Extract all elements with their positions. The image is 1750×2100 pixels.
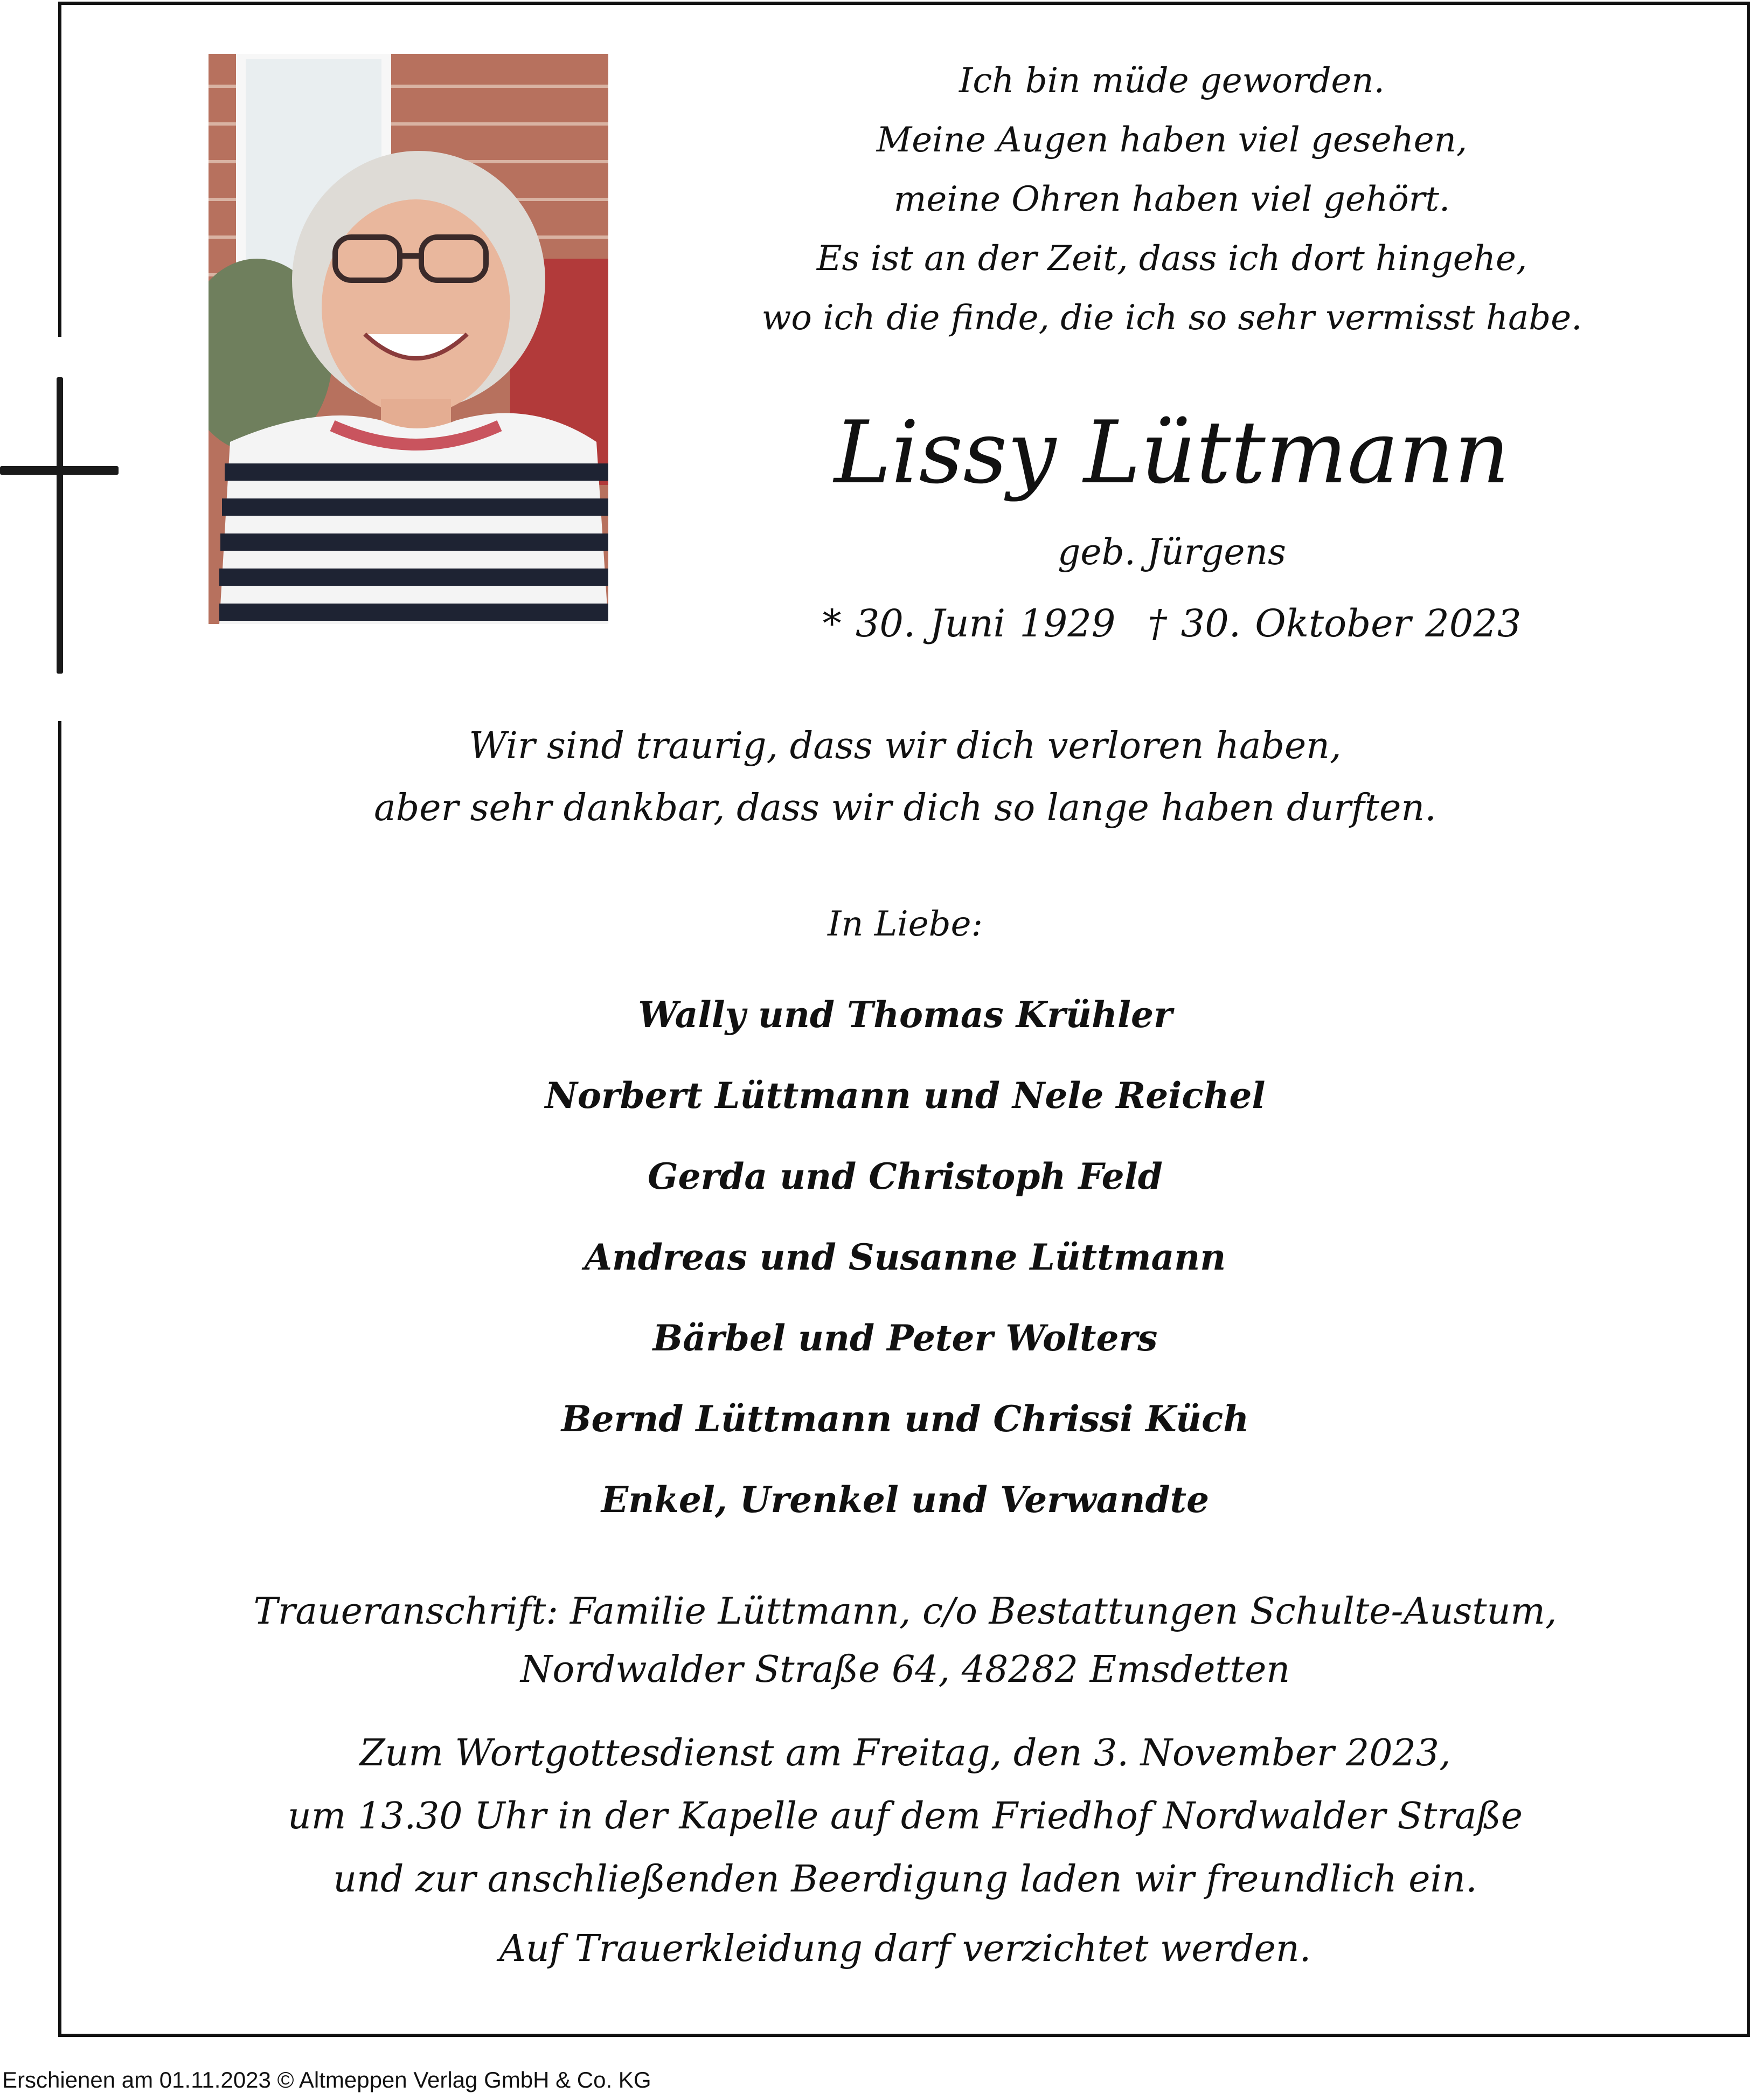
poem-line: meine Ohren haben viel gehört. [893, 179, 1450, 219]
mourner-name: Norbert Lüttmann und Nele Reichel [545, 1075, 1266, 1117]
portrait-photo [209, 54, 608, 624]
life-dates [625, 594, 1719, 653]
thanks-line: aber sehr dankbar, dass wir dich so lange haben durften. [374, 787, 1436, 829]
thanks-text [65, 715, 1746, 839]
frame-left-border-upper [58, 2, 61, 337]
mourner-name: Gerda und Christoph Feld [648, 1155, 1163, 1197]
death-date: † 30. Oktober 2023 [1148, 601, 1522, 646]
mourner-name: Enkel, Urenkel und Verwandte [601, 1479, 1210, 1521]
mourner-name: Bernd Lüttmann und Chrissi Küch [561, 1398, 1249, 1440]
poem-line: Ich bin müde geworden. [959, 61, 1385, 101]
frame-right-border [1747, 2, 1750, 2037]
portrait-illustration [209, 54, 608, 624]
mourner-list [65, 974, 1746, 1540]
service-invitation [65, 1722, 1746, 1911]
mourning-address [65, 1583, 1746, 1699]
address-line: Traueranschrift: Familie Lüttmann, c/o Bestattungen Schulte-Austum, [253, 1590, 1557, 1633]
frame-bottom-border [58, 2034, 1750, 2037]
mourner-name: Wally und Thomas Krühler [638, 994, 1172, 1036]
poem-line: wo ich die finde, die ich so sehr vermisst habe. [761, 298, 1582, 338]
poem-line: Meine Augen haben viel gesehen, [876, 120, 1468, 160]
publication-footer: Erschienen am 01.11.2023 © Altmeppen Verlag GmbH & Co. KG [2, 2067, 651, 2092]
cross-icon-vertical [57, 377, 63, 674]
invitation-line: Zum Wortgottesdienst am Freitag, den 3. November 2023, [359, 1732, 1451, 1775]
address-line: Nordwalder Straße 64, 48282 Emsdetten [520, 1648, 1290, 1691]
frame-left-border-lower [58, 721, 61, 2037]
mourner-name: Andreas und Susanne Lüttmann [584, 1236, 1226, 1278]
in-love-label: In Liebe: [827, 904, 983, 944]
frame-top-border [58, 2, 1750, 5]
birth-date: * 30. Juni 1929 [822, 601, 1116, 646]
mourner-name: Bärbel und Peter Wolters [652, 1317, 1158, 1359]
birth-name: geb. Jürgens [1058, 531, 1286, 573]
cross-icon-horizontal [0, 466, 119, 475]
invitation-line: um 13.30 Uhr in der Kapelle auf dem Friedhof Nordwalder Straße [287, 1795, 1523, 1838]
invitation-line: und zur anschließenden Beerdigung laden wir freundlich ein. [333, 1858, 1477, 1901]
poem-line: Es ist an der Zeit, dass ich dort hingehe, [816, 239, 1527, 279]
poem [625, 51, 1719, 348]
attire-note: Auf Trauerkleidung darf verzichtet werden. [499, 1928, 1311, 1970]
deceased-name: Lissy Lüttmann [834, 402, 1510, 503]
thanks-line: Wir sind traurig, dass wir dich verloren haben, [469, 725, 1342, 767]
